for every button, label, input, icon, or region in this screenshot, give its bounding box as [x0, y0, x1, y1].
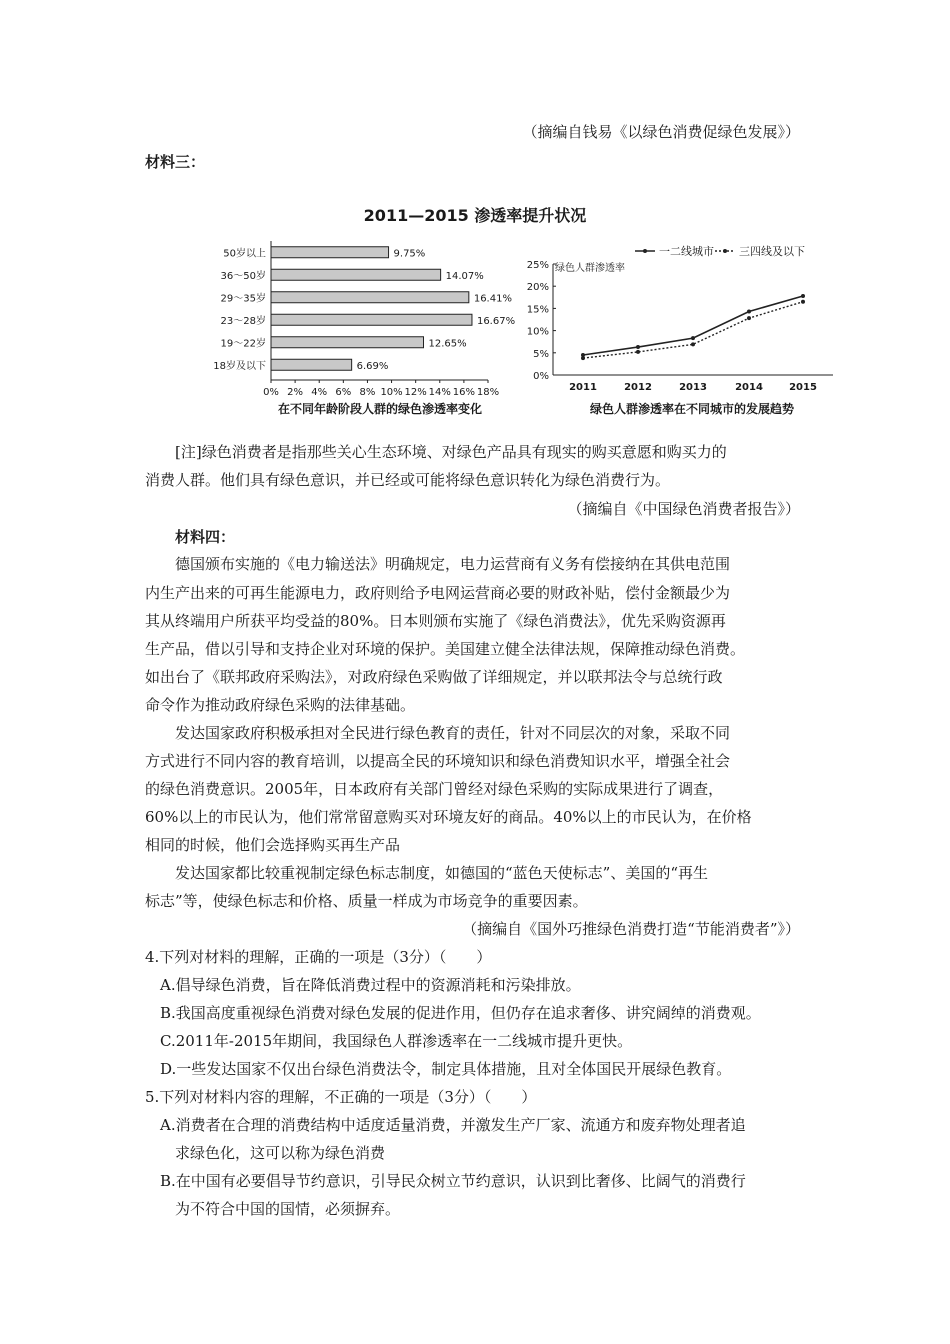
series-point: [801, 300, 805, 304]
age-bar-chart: [200, 235, 516, 425]
series-point: [747, 316, 751, 320]
bar: [271, 359, 352, 370]
bar: [271, 314, 472, 325]
paragraph-line: 命令作为推动政府绿色采购的法律基础。: [145, 696, 416, 714]
option-b-cont: 为不符合中国的国情，必须摒弃。: [175, 1200, 401, 1218]
line-chart-ylabel: 绿色人群渗透率: [555, 263, 625, 274]
bar-value-label: 16.67%: [476, 315, 516, 327]
bar-x-tick-label: 0%: [263, 387, 279, 398]
source-citation-1: （摘编自钱易《以绿色消费促绿色发展》）: [522, 123, 800, 141]
line-x-tick-label: 2013: [679, 382, 707, 393]
source-citation-2: （摘编自《中国绿色消费者报告》）: [567, 500, 800, 518]
series-point: [747, 310, 751, 314]
question-stem: 4.下列对材料的理解，正确的一项是（3分）（ ）: [145, 948, 492, 966]
option-a: A.消费者在合理的消费结构中适度适量消费，并激发生产厂家、流通方和废弃物处理者追: [160, 1116, 746, 1134]
bar-value-label: 12.65%: [428, 338, 467, 350]
paragraph-line: 生产品，借以引导和支持企业对环境的保护。美国建立健全法律法规，保障推动绿色消费。: [145, 640, 746, 658]
paragraph-line: 标志”等，使绿色标志和价格、质量一样成为市场竞争的重要因素。: [145, 892, 588, 910]
bar-category-label: 50岁以上: [223, 248, 266, 260]
bar-category-label: 36～50岁: [220, 270, 266, 282]
bar-x-tick-label: 16%: [452, 387, 476, 398]
bar-category-label: 29～35岁: [220, 293, 266, 305]
line-y-tick-label: 0%: [533, 371, 549, 382]
series-point: [691, 336, 695, 340]
question-stem: 5.下列对材料内容的理解，不正确的一项是（3分）（ ）: [145, 1088, 537, 1106]
paragraph-line: 如出台了《联邦政府采购法》，对政府绿色采购做了详细规定，并以联邦法令与总统行政: [145, 668, 723, 686]
bar-value-label: 6.69%: [356, 360, 389, 372]
paragraph-line: 内生产出来的可再生能源电力，政府则给予电网运营商必要的财政补贴，偿付金额最少为: [145, 584, 731, 602]
paragraph-line: 的绿色消费意识。2005年，日本政府有关部门曾经对绿色采购的实际成果进行了调查，: [145, 780, 724, 798]
series-point: [801, 294, 805, 298]
source-citation-3: （摘编自《国外巧推绿色消费打造“节能消费者”》）: [462, 920, 800, 938]
series-point: [636, 345, 640, 349]
line-x-tick-label: 2014: [735, 382, 763, 393]
bar-value-label: 14.07%: [445, 270, 484, 282]
line-y-tick-label: 10%: [526, 326, 549, 338]
paragraph-line: 相同的时候，他们会选择购买再生产品: [145, 836, 401, 854]
bar: [271, 269, 441, 280]
legend-label: 三四线及以下: [739, 245, 805, 258]
option-a: A.倡导绿色消费，旨在降低消费过程中的资源消耗和污染排放。: [160, 976, 581, 994]
line-y-tick-label: 15%: [526, 304, 549, 316]
bar-x-tick-label: 2%: [287, 387, 304, 398]
bar-x-tick-label: 12%: [404, 387, 427, 398]
line-x-tick-label: 2011: [569, 382, 597, 393]
option-b: B.我国高度重视绿色消费对绿色发展的促进作用，但仍存在追求奢侈、讲究阔绰的消费观。: [160, 1004, 761, 1022]
option-c: C.2011年-2015年期间，我国绿色人群渗透率在一二线城市提升更快。: [160, 1032, 633, 1050]
city-line-chart: [515, 235, 835, 425]
bar-x-tick-label: 18%: [476, 387, 500, 398]
paragraph-line: 发达国家都比较重视制定绿色标志制度，如德国的“蓝色天使标志”、美国的“再生: [175, 864, 709, 882]
series-point: [691, 342, 695, 346]
bar-chart-caption: 在不同年龄阶段人群的绿色渗透率变化: [277, 402, 483, 416]
note-line-2: 消费人群。他们具有绿色意识，并已经或可能将绿色意识转化为绿色消费行为。: [145, 471, 671, 489]
option-b: B.在中国有必要倡导节约意识，引导民众树立节约意识，认识到比奢侈、比阔气的消费行: [160, 1172, 746, 1190]
paragraph-line: 60%以上的市民认为，他们常常留意购买对环境友好的商品。40%以上的市民认为，在价格: [145, 808, 752, 826]
option-a-cont: 求绿色化，这可以称为绿色消费: [175, 1144, 386, 1162]
line-x-tick-label: 2012: [624, 382, 652, 393]
figure-title: 2011—2015 渗透率提升状况: [363, 206, 587, 225]
bar: [271, 247, 389, 258]
bar-category-label: 18岁及以下: [213, 360, 266, 372]
bar-value-label: 16.41%: [473, 293, 512, 305]
paragraph-line: 方式进行不同内容的教育培训，以提高全民的环境知识和绿色消费知识水平，增强全社会: [145, 752, 731, 770]
bar-x-tick-label: 10%: [380, 387, 403, 398]
legend-marker: [723, 249, 727, 253]
bar: [271, 292, 469, 303]
material4-heading: 材料四：: [175, 528, 236, 546]
bar-category-label: 19～22岁: [220, 338, 266, 350]
bar-value-label: 9.75%: [393, 248, 426, 260]
paragraph-line: 发达国家政府积极承担对全民进行绿色教育的责任，针对不同层次的对象，采取不同: [175, 724, 731, 742]
line-x-tick-label: 2015: [789, 382, 817, 393]
line-y-tick-label: 25%: [526, 260, 549, 271]
line-chart-caption: 绿色人群渗透率在不同城市的发展趋势: [589, 402, 795, 416]
material3-heading: 材料三：: [145, 153, 206, 171]
series-point: [581, 356, 585, 360]
bar-x-tick-label: 14%: [428, 387, 451, 398]
bar-x-tick-label: 8%: [359, 387, 376, 398]
paragraph-line: 德国颁布实施的《电力输送法》明确规定，电力运营商有义务有偿接纳在其供电范围: [175, 555, 731, 573]
line-y-tick-label: 20%: [526, 282, 549, 294]
note-line-1: [注]绿色消费者是指那些关心生态环境、对绿色产品具有现实的购买意愿和购买力的: [175, 443, 727, 461]
series-point: [636, 350, 640, 354]
bar-x-tick-label: 4%: [311, 387, 328, 398]
legend-marker: [643, 249, 647, 253]
bar: [271, 337, 424, 348]
bar-x-tick-label: 6%: [335, 387, 352, 398]
legend-label: 一二线城市: [659, 245, 714, 258]
line-y-tick-label: 5%: [533, 348, 549, 360]
bar-category-label: 23～28岁: [220, 315, 266, 327]
option-d: D.一些发达国家不仅出台绿色消费法令，制定具体措施，且对全体国民开展绿色教育。: [160, 1060, 732, 1078]
paragraph-line: 其从终端用户所获平均受益的80%。日本则颁布实施了《绿色消费法》，优先采购资源再: [145, 612, 726, 630]
